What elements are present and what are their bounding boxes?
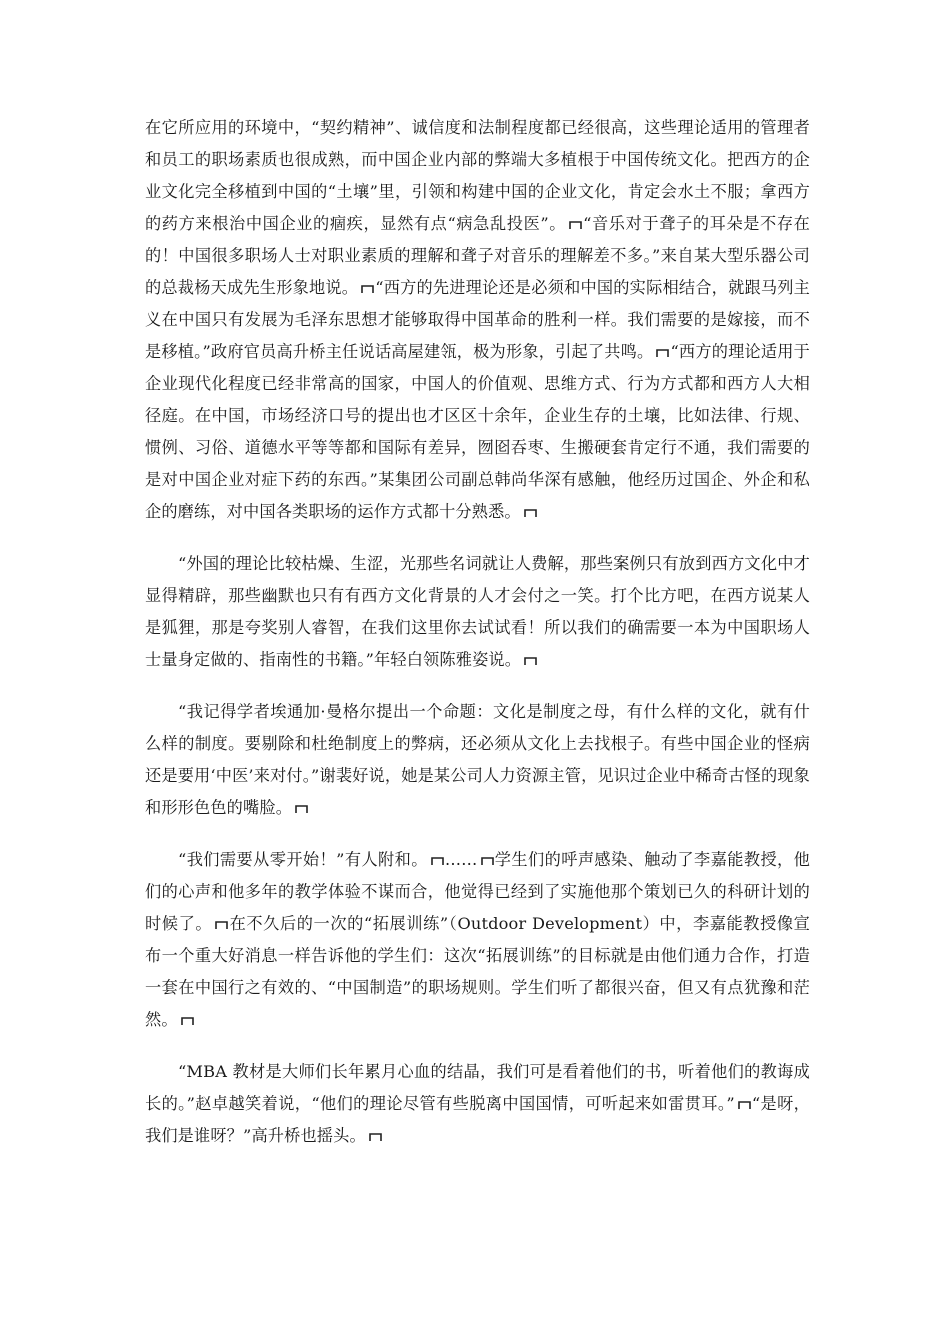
line-break-mark-icon xyxy=(656,349,669,358)
document-page xyxy=(145,112,810,1172)
paragraph-text: 在不久后的一次的“拓展训练”（Outdoor Development）中，李嘉能教授像宣布一个重大好消息一样告诉他的学生们：这次“拓展训练”的目标就是由他们通力合作，打造一套在中国行之有效的、“中国制造”的职场规则。学生们听了都很兴奋，但又有点犹豫和茫然。 xyxy=(145,914,810,1029)
line-break-mark-icon xyxy=(361,285,374,294)
paragraph-text: …… xyxy=(444,850,478,869)
line-break-mark-icon xyxy=(215,921,228,930)
line-break-mark-icon xyxy=(569,221,582,230)
paragraph-text: “外国的理论比较枯燥、生涩，光那些名词就让人费解，那些案例只有放到西方文化中才显得精辟，那些幽默也只有有西方文化背景的人才会付之一笑。打个比方吧，在西方说某人是狐狸，那是夸奖别人睿智，在我们这里你去试试看！所以我们的确需要一本为中国职场人士量身定做的、指南性的书籍。”年轻白领陈雅姿说。 xyxy=(145,554,810,669)
line-break-mark-icon xyxy=(181,1017,194,1026)
paragraph xyxy=(145,844,810,1036)
paragraph xyxy=(145,548,810,676)
paragraph-text: 学生们的呼声感染、触动了李嘉能教授，他们的心声和他多年的教学体验不谋而合，他觉得已经到了实施他那个策划已久的科研计划的时候了。 xyxy=(145,850,810,933)
line-break-mark-icon xyxy=(369,1133,382,1142)
line-break-mark-icon xyxy=(431,857,444,866)
line-break-mark-icon xyxy=(481,857,494,866)
line-break-mark-icon xyxy=(524,509,537,518)
paragraph-text: “西方的先进理论还是必须和中国的实际相结合，就跟马列主义在中国只有发展为毛泽东思想才能够取得中国革命的胜利一样。我们需要的是嫁接，而不是移植。”政府官员高升桥主任说话高屋建瓴，极为形象，引起了共鸣。 xyxy=(145,278,811,361)
paragraph-text: “西方的理论适用于企业现代化程度已经非常高的国家，中国人的价值观、思维方式、行为方式都和西方人大相径庭。在中国，市场经济口号的提出也才区区十余年，企业生存的土壤，比如法律、行规、惯例、习俗、道德水平等等都和国际有差异，囫囵吞枣、生搬硬套肯定行不通，我们需要的是对中国企业对症下药的东西。”某集团公司副总韩尚华深有感触，他经历过国企、外企和私企的磨练，对中国各类职场的运作方式都十分熟悉。 xyxy=(145,342,810,521)
line-break-mark-icon xyxy=(738,1101,751,1110)
paragraph-text: 在它所应用的环境中，“契约精神”、诚信度和法制程度都已经很高，这些理论适用的管理者和员工的职场素质也很成熟，而中国企业内部的弊端大多植根于中国传统文化。把西方的企业文化完全移植到中国的“土壤”里，引领和构建中国的企业文化，肯定会水土不服；拿西方的药方来根治中国企业的痼疾，显然有点“病急乱投医”。 xyxy=(145,118,810,233)
paragraph-text: “音乐对于聋子的耳朵是不存在的！中国很多职场人士对职业素质的理解和聋子对音乐的理解差不多。”来自某大型乐器公司的总裁杨天成先生形象地说。 xyxy=(145,214,810,297)
paragraph xyxy=(145,696,810,824)
paragraph xyxy=(145,1056,810,1152)
line-break-mark-icon xyxy=(524,657,537,666)
line-break-mark-icon xyxy=(295,805,308,814)
paragraph-text: “MBA 教材是大师们长年累月心血的结晶，我们可是看着他们的书，听着他们的教诲成长的。”赵卓越笑着说，“他们的理论尽管有些脱离中国国情，可听起来如雷贯耳。” xyxy=(145,1062,810,1113)
paragraph-text: “我记得学者埃通加·曼格尔提出一个命题：文化是制度之母，有什么样的文化，就有什么样的制度。要剔除和杜绝制度上的弊病，还必须从文化上去找根子。有些中国企业的怪病还是要用‘中医’来对付。”谢裴好说，她是某公司人力资源主管，见识过企业中稀奇古怪的现象和形形色色的嘴脸。 xyxy=(145,702,810,817)
paragraph-text: “是呀，我们是谁呀？”高升桥也摇头。 xyxy=(145,1094,810,1145)
paragraph xyxy=(145,112,810,528)
paragraph-text: “我们需要从零开始！”有人附和。 xyxy=(178,850,428,869)
